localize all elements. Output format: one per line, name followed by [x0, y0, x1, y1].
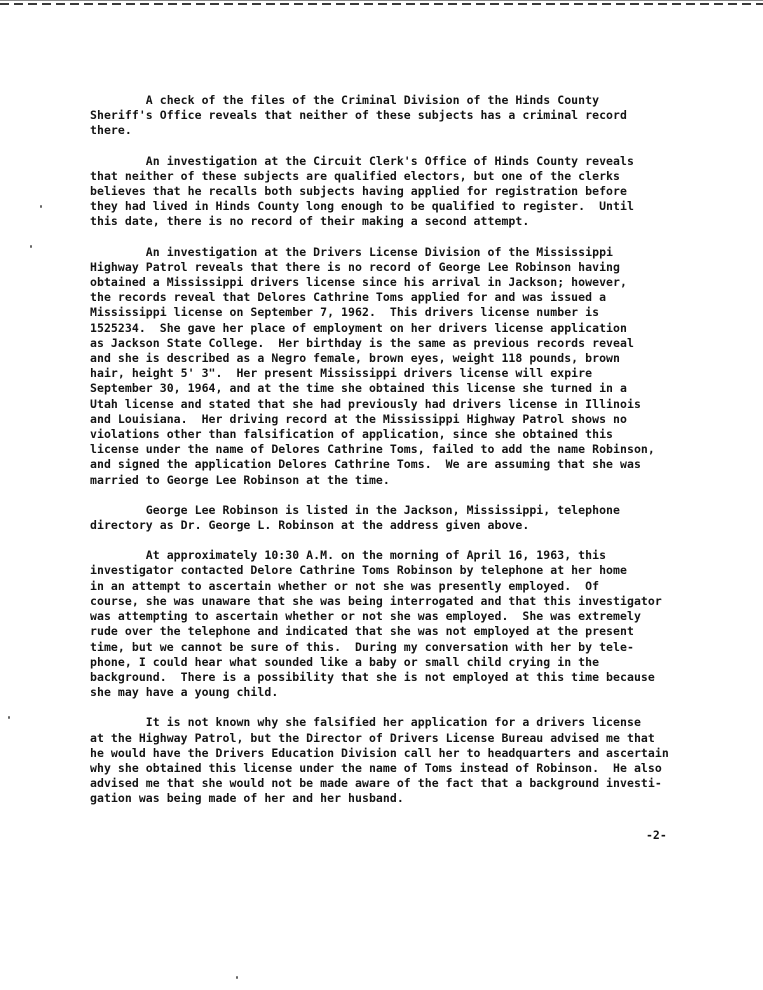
text-line: phone, I could hear what sounded like a baby or small child crying in the	[90, 654, 600, 669]
paragraph	[90, 548, 730, 700]
text-line: married to George Lee Robinson at the time.	[90, 472, 390, 487]
text-line: believes that he recalls both subjects having applied for registration before	[90, 184, 627, 199]
top-scan-border	[0, 0, 763, 11]
paragraph	[90, 715, 730, 806]
text-line: and Louisiana. Her driving record at the Mississippi Highway Patrol shows no	[90, 411, 627, 426]
text-line: there.	[90, 123, 132, 138]
text-line: hair, height 5' 3". Her present Mississippi drivers license will expire	[90, 366, 593, 381]
text-line: background. There is a possibility that she is not employed at this time because	[90, 669, 655, 684]
text-line: course, she was unaware that she was being interrogated and that this investigator	[90, 593, 662, 608]
scan-speck	[236, 976, 238, 979]
text-line: George Lee Robinson is listed in the Jackson, Mississippi, telephone	[90, 502, 620, 517]
text-line: and signed the application Delores Cathrine Toms. We are assuming that she was	[90, 457, 641, 472]
text-line: they had lived in Hinds County long enough to be qualified to register. Until	[90, 199, 634, 214]
paragraph	[90, 93, 730, 139]
document-body	[90, 93, 730, 822]
text-line: A check of the files of the Criminal Division of the Hinds County	[90, 93, 600, 107]
text-line: advised me that she would not be made aware of the fact that a background investi-	[90, 776, 662, 791]
text-line: It is not known why she falsified her application for a drivers license	[90, 715, 641, 730]
text-line: that neither of these subjects are qualified electors, but one of the clerks	[90, 168, 620, 183]
text-line: An investigation at the Circuit Clerk's Office of Hinds County reveals	[90, 153, 634, 168]
text-line: gation was being made of her and her husband.	[90, 791, 404, 806]
text-line: why she obtained this license under the name of Toms instead of Robinson. He also	[90, 760, 662, 775]
text-line: Sheriff's Office reveals that neither of these subjects has a criminal record	[90, 108, 627, 123]
scan-speck	[8, 716, 10, 719]
scan-speck	[30, 245, 32, 248]
text-line: investigator contacted Delore Cathrine Toms Robinson by telephone at her home	[90, 563, 627, 578]
text-line: September 30, 1964, and at the time she obtained this license she turned in a	[90, 381, 627, 396]
page-number: -2-	[646, 828, 667, 842]
text-line: Mississippi license on September 7, 1962. This drivers license number is	[90, 305, 600, 320]
text-line: was attempting to ascertain whether or not she was employed. She was extremely	[90, 609, 641, 624]
paragraph	[90, 503, 730, 533]
text-line: and she is described as a Negro female, brown eyes, weight 118 pounds, brown	[90, 351, 620, 366]
text-line: time, but we cannot be sure of this. During my conversation with her by tele-	[90, 639, 634, 654]
text-line: obtained a Mississippi drivers license since his arrival in Jackson; however,	[90, 275, 627, 290]
text-line: rude over the telephone and indicated that she was not employed at the present	[90, 624, 634, 639]
text-line: this date, there is no record of their making a second attempt.	[90, 214, 530, 229]
text-line: as Jackson State College. Her birthday is the same as previous records reveal	[90, 335, 634, 350]
text-line: the records reveal that Delores Cathrine Toms applied for and was issued a	[90, 290, 607, 305]
text-line: Highway Patrol reveals that there is no record of George Lee Robinson having	[90, 259, 620, 274]
text-line: Utah license and stated that she had previously had drivers license in Illinois	[90, 396, 641, 411]
scan-speck	[40, 205, 42, 208]
text-line: he would have the Drivers Education Division call her to headquarters and ascertain	[90, 745, 669, 760]
text-line: in an attempt to ascertain whether or not she was presently employed. Of	[90, 578, 600, 593]
text-line: At approximately 10:30 A.M. on the morning of April 16, 1963, this	[90, 548, 607, 563]
text-line: she may have a young child.	[90, 685, 279, 700]
paragraph	[90, 154, 730, 230]
text-line: violations other than falsification of application, since she obtained this	[90, 427, 614, 442]
text-line: license under the name of Delores Cathrine Toms, failed to add the name Robinson,	[90, 442, 655, 457]
text-line: 1525234. She gave her place of employment on her drivers license application	[90, 320, 627, 335]
text-line: An investigation at the Drivers License Division of the Mississippi	[90, 244, 614, 259]
paragraph	[90, 245, 730, 488]
text-line: at the Highway Patrol, but the Director of Drivers License Bureau advised me that	[90, 730, 655, 745]
text-line: directory as Dr. George L. Robinson at the address given above.	[90, 518, 530, 533]
